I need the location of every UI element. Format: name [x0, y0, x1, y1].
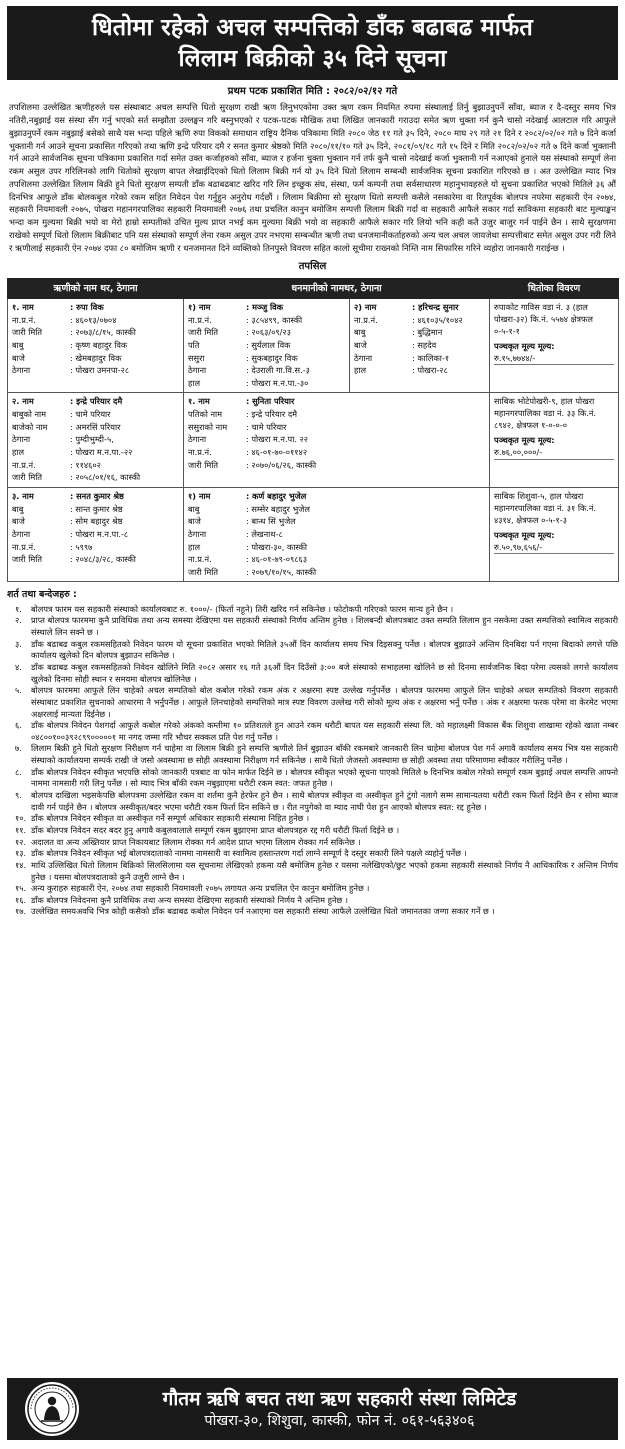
field-label: ठेगाना: [188, 528, 207, 539]
field-label: जारी मिति: [188, 566, 219, 577]
field-value: : अमरसिं परियार: [70, 422, 179, 434]
field-value: : २०४८/३/२८, कास्की: [70, 554, 179, 566]
org-address: पोखरा-३०, शिशुवा, कास्की, फोन नं. ०६१-५६३४०६: [204, 1412, 475, 1429]
term-item: [7, 883, 618, 895]
term-text: उल्लेखित समयअवधि भित्र कोही कसैको डाँक बढाबढ कबोल निवेदन पर्न नआएमा यस सहकारी संस्था आफैले उल्लेखित धितो जमानतका जग्गा सकार गर्ने छ ।: [31, 906, 495, 917]
term-item: [7, 837, 618, 849]
term-number: १२.: [15, 836, 27, 847]
term-item: [7, 743, 618, 766]
term-text: डाँक बोलपत्र निवेदन स्वीकृत भई बोलपत्रदाताको नाममा नामसारी वा स्वामित्व हस्तान्तरण गर्दा लाग्ने सम्पूर्ण दै दस्तुर सकारी लिने पक्षले व्यहोर्नु पर्नेछ ।: [31, 848, 467, 859]
field-label: ठेगाना: [354, 352, 373, 363]
field-label: ना.प्र.नं.: [12, 459, 36, 470]
borrower-cell: [8, 487, 184, 581]
field-value: : कालिका-१: [412, 353, 485, 365]
header-line-1: धितोमा रहेको अचल सम्पत्तिको डाँक बढाबढ मार्फत: [91, 13, 534, 41]
valuation-label: पञ्चकृत मूल्य मूल्य:: [494, 529, 555, 540]
term-text: डाँक बढाबढ कबुल रकमसहितको निवेदन फारम यो सूचना प्रकाशित भएको मितिले ३५औं दिन कार्यालय समय भित्र दिइसक्नु पर्नेछ । बोलपत्र बुझाउने अन्तिम दिनबिदा पर्न गएमा बिदाको लगत्ते पछि कार्यालय खुलेको दिन बोलपत्र बुझाउन सकिनेछ ।: [31, 638, 618, 661]
field-value: : पुम्दीभुम्दी-५,: [70, 434, 179, 446]
field-value: : सनत कुमार श्रेष्ठ: [70, 491, 179, 503]
field-value: : कृष्ण बहादुर विक: [70, 340, 179, 352]
field-value: : पोखरा म.न.पा. २२: [246, 434, 485, 446]
term-number: १७.: [15, 906, 27, 917]
term-number: ८.: [15, 766, 22, 777]
field-label: बाबु: [12, 503, 24, 514]
table-row: [8, 299, 619, 393]
field-label: बाजे: [188, 516, 201, 527]
security-cell: [490, 487, 619, 581]
field-value: : सुकबहादुर विक: [246, 353, 345, 365]
field-label: हाल: [188, 377, 201, 388]
notice-header: [7, 6, 618, 80]
terms-section: [7, 588, 618, 918]
org-name: गौतम ऋषि बचत तथा ऋण सहकारी संस्था लिमिटेड: [162, 1387, 517, 1410]
field-label: बाबुको नाम: [12, 409, 47, 420]
term-item: [7, 848, 618, 860]
field-value: : इन्द्रे परियार दमै: [70, 396, 179, 408]
term-number: ११.: [15, 824, 27, 835]
field-label: ससुरा: [188, 352, 205, 363]
field-label: जारी मिति: [12, 327, 43, 338]
borrower-cell: [8, 393, 184, 487]
term-text: बोलपत्र फारम यस सहकारी संस्थाको कार्यालयबाट रु. १०००/- (फिर्ता नहुने) तिरी खरिद गर्न सकिनेछ । फोटोकपी गरिएको फारम मान्य हुने छैन ।: [31, 603, 454, 614]
terms-list: [7, 604, 618, 918]
field-value: : सान्त कुमार श्रेष्ठ: [70, 504, 179, 516]
field-label: ना.प्र.नं.: [188, 554, 212, 565]
guarantor-cell: [350, 299, 490, 393]
field-value: : चामे परियार: [246, 422, 485, 434]
term-item: [7, 813, 618, 825]
term-number: १३.: [15, 848, 27, 859]
term-item: [7, 720, 618, 743]
field-value: : पोखरा उमनपा-२८: [70, 365, 179, 377]
field-label: ३. नाम: [12, 490, 34, 501]
field-label: हाल: [12, 447, 25, 458]
field-value: : सम्सेर बहादुर भुजेल: [246, 504, 485, 516]
guarantor-cell: [184, 393, 490, 487]
valuation-amount: रु.७६,००,०००/-: [494, 447, 614, 460]
term-item: [7, 615, 618, 638]
field-value: : ४६-०१-७९-०९८६३: [246, 554, 485, 566]
field-value: : हरिचन्द्र सुनार: [412, 302, 485, 314]
term-item: [7, 906, 618, 918]
term-number: ६.: [15, 720, 22, 731]
term-number: ९.: [15, 790, 22, 801]
term-text: लिलाम बिक्री हुने धितो सुरक्षण निरीक्षण गर्न चाहेमा वा लिलाम बिक्री हुने सम्पत्ति ऋणीले तिर्न बुझाउन बाँकी रकमबारे जानकारी लिन चाहेमा बोलपत्र पेश गर्न अगावै कार्यालय समय भित्र यस सहकारी संस्थाको कार्यालयमा सम्पर्क राखी जे जसो अवस्थामा छ सोही अवस्थामा निरीक्षण गर्न सकिनेछ । साथै धितो जेजस्तो अवस्थामा छ सोही अवस्था तथा परिमाणमा स्वीकार गरीलिनु पर्नेछ ।: [31, 743, 618, 766]
security-description: रुपाकोट गाविस वडा नं. ३ (हाल पोखरा-३२) कि.नं. ५५७४ क्षेत्रफल ०-५-१-१: [494, 302, 593, 336]
term-text: डाँक बोलपत्र निवेदन स्वीकृत वा अस्वीकृत गर्ने सम्पूर्ण अधिकार सहकारी संस्थामा निहित हुनेछ ।: [31, 813, 310, 824]
field-label: १) नाम: [188, 490, 211, 501]
term-number: ३.: [15, 638, 22, 649]
table-row: [8, 487, 619, 581]
security-cell: [490, 393, 619, 487]
field-label: १. नाम: [12, 302, 34, 312]
term-item: [7, 604, 618, 616]
field-label: बाजे: [12, 516, 25, 527]
term-text: डाँक बोलपत्र निवेदन स्वीकृत भएपछि सोको जानकारी पत्रबाट वा फोन मार्फत दिईने छ । बोलपत्र स्वीकृत भएको सूचना पाएको मितिले ७ दिनभित्र कबोल गरेको सम्पूर्ण रकम बुझाई अचल सम्पत्ति आफ्नो नाममा नामसारी गरी लिनु पर्नेछ । सो म्याद भित्र बाँकी रकम नबुझाएमा धरौटी रकम स्वत: जफत हुनेछ ।: [31, 766, 618, 789]
term-item: [7, 895, 618, 907]
field-value: : पोखरा म.न.पा.-२२: [70, 447, 179, 459]
field-label: १. नाम: [188, 396, 210, 407]
intro-paragraph: तपशिलमा उल्लेखित ऋणीहरुले यस संस्थाबाट अचल सम्पत्ति धितो सुरक्षण राखी ऋण लिनुभएकोमा उक्त ऋण रकम नियमित रुपमा संस्थालाई तिर्नु बुझाउनुपर्ने साँवा, ब्याज र दै-दस्तुर समय भित्र नतिरी,नबुझाई यस संस्था सँग गर्नु भएको सर्त सम्झौता उल्लङ्घन गरि बस्नुभएको र पटक-पटक मौखिक तथा लिखित जानकारी गराउदा समेत ऋण चुक्ता गर्न कुनै चासो नदेखाई आलटाल गरि आफुले बुझाउनुपर्ने रकम नबुझाई बसेको साथै यस भन्दा पहिले ऋणि रुपा विकको समाधान राष्ट्रिय दैनिक पत्रिकामा मिति २०८० जेठ ११ गते ३५ दिने, २०८० माघ २९ गते २१ दिने र २०८२/०२/०२ गते ७ दिने कर्जा भुक्तानी गर्न आउने सूचना प्रकासित गरिएको तथा ऋणि इन्द्रे परियार दमै र सनत कुमार श्रेष्ठको मिति २०८०/११/१० गते ३५ दिने, २०८१/०९/१८ गते १५ दिने र मिति २०८२/०२/०२ गते ७ दिने कर्जा भुक्तानी गर्न आउने सार्वजनिक सूचना पत्रिकामा प्रकाशित गर्दा समेत उक्त कर्जाहरुको साँवा, ब्याज र हर्जना चुक्ता भुक्तान गर्न तर्फ कुनै चासो नदेखाई कर्जा भुक्तानी गर्न नआएको हुनाले यस संस्थाको सम्पूर्ण लेना रकम असुल उपर गरिलिनको लागि धितोको सुरक्षण बापत लेखाईदिएको धितो लिलाम बिक्री गर्न यो ३५ दिने धितो लिलाम सम्बन्धी सार्वजनिक सूचना प्रकाशित गरिएको छ । अत उल्लेखित म्याद भित्र तपशिलमा उल्लेखित लिलाम बिक्री हुने धितो सुरक्षण सम्पती डाँक बढाबढबाट खरिद गरि लिन इच्छुक संघ, संस्था, फर्म कम्पनी तथा सर्वसाधारण महानुभावहरुले यो सुचना प्रकाशित भएको मितिले ३६ औं दिनभित्र आफुले डाँक बोलकबुल गरेको रकम सहित निवेदन पेश गर्नुहुन अनुरोध गर्दछौं । लिलाम बिक्रीमा सो सुरक्षण धितो सम्पत्ती कसैले नसकारेमा वा रितपूर्वक बोलपत्र नपरेमा सहकारी ऐन २०७४, सहकारी नियमावली २०७५, पोखरा महानगरपालिका सहकारी नियमावली २०७६ तथा प्रचलित कानुन बमोजिम सम्पत्ती लिलाम बिक्री गर्दा वा सहकारी आफैले सकार गर्दा साविकमा सहकारी बाट मुल्याङ्कन भन्दा कम मुल्यमा बिक्री भयो वा मेरो हाम्रो सम्पतीको उचित मुल्य प्राप्त नभई कम मुल्यमा बिक्री भयो वा सहकारी आफैले सकार गरि लियो भनि कही कतै उजुर बाजुर गर्न पाईने छैन । साथै सुरक्षणमा राखेको सम्पूर्ण धितो लिलाम बिक्रीबाट पनि यस संस्थाको सम्पूर्ण लेना रकम असुल उपर नभएमा सम्बन्धीत ऋणी तथा धनजमानीकर्ताहरुको अन्य चल अचल जायजेथा सम्पत्तीबाट समेत असुल उपर गरी लिने र ऋणीलाई सहकारी ऐन २०७४ दफा ८० बमोजिम ऋणी र धनजमानत दिने व्यक्तिको तिनपुस्ते विवरण सहित कालो सूचीमा राख्नको निम्ति नाम सिफारिस गरिने व्यहोरा जानकारी गराईन्छ ।: [9, 102, 616, 253]
term-item: [7, 767, 618, 790]
field-label: ना.प्र.नं.: [188, 314, 212, 325]
field-value: : सुनिता परियार: [246, 396, 485, 408]
field-value: : बान्ध सिं भुजेल: [246, 516, 485, 528]
borrower-cell: [8, 299, 184, 393]
field-label: हाल: [354, 365, 367, 376]
valuation-amount: रु.१५,७७४४/-: [494, 353, 614, 366]
security-cell: [490, 299, 619, 393]
field-label: ठेगाना: [12, 434, 31, 445]
field-label: १) नाम: [188, 302, 211, 312]
term-item: [7, 639, 618, 662]
term-item: [7, 790, 618, 813]
terms-title: शर्त तथा बन्देजहरु :: [7, 589, 77, 601]
field-value: : चामे परियार: [70, 409, 179, 421]
field-value: : २०७०/०६/२६, कास्की: [246, 460, 485, 472]
field-value: : रुपा विक: [70, 302, 179, 314]
term-number: १६.: [15, 894, 27, 905]
term-number: ७.: [15, 743, 22, 754]
field-label: बाबु: [12, 339, 24, 350]
field-label: हाल: [188, 541, 201, 552]
term-number: १०.: [15, 813, 27, 824]
term-item: [7, 685, 618, 720]
field-label: ठेगाना: [188, 434, 207, 445]
sage-seal-icon: [23, 1380, 81, 1438]
field-value: : खेमबहादुर विक: [70, 353, 179, 365]
field-label: बाजेको नाम: [12, 421, 48, 432]
field-label: ना.प्र.नं.: [188, 447, 212, 458]
term-text: प्राप्त बोलपत्र फारममा कुनै प्राविधिक तथा अन्य समस्या देखिएमा यस सहकारी संस्थाको निर्णय अन्तिम हुनेछ । शिलबन्दी बोलपत्रबाट उक्त सम्पति लिलाम हुन नसकेमा उक्त सम्पत्तिको स्वामित्व सहकारी संस्थाले लिन सक्ने छ ।: [31, 615, 618, 638]
field-value: : ३८५४९९, कास्की: [246, 315, 345, 327]
field-value: : बुद्धिमान: [412, 327, 485, 339]
table-row: [8, 393, 619, 487]
field-label: बाबु: [354, 327, 366, 338]
field-label: ठेगाना: [188, 365, 207, 376]
term-text: डाँक बोलपत्र निवेदन सदर बदर हुनु अगावै कबुलवालाले सम्पूर्ण रकम बुझाएमा प्राप्त बोलपत्रहरु रद्द गरी धरौटी फिर्ता दिईने छ ।: [31, 824, 400, 835]
field-label: ठेगाना: [12, 528, 31, 539]
field-label: जारी मिति: [12, 554, 43, 565]
details-title: तपसिल: [298, 261, 327, 273]
field-label: ठेगाना: [12, 365, 31, 376]
field-value: : ४६१०३५/१०४२: [412, 315, 485, 327]
header-line-2: लिलाम बिक्रीको ३५ दिने सूचना: [178, 43, 447, 72]
field-value: : ११४६०२: [70, 460, 179, 472]
term-number: १४.: [15, 859, 27, 870]
term-item: [7, 860, 618, 883]
field-value: : पोखरा म.न.पा.-३०: [246, 378, 345, 390]
term-text: डाँक बोलपत्र निवेदन पेशगर्दा आफुले कबोल गरेको अंकको कम्तीमा १० प्रतिशतले हुन आउने रकम धरौटी बापत यस सहकारी संस्था लि. को महालक्ष्मी विकास बैंक शिशुवा शाखामा रहेको खाता नम्बर ०४८००१००३९२८९९०००००१ मा नगद जम्मा गरि भौचर सक्कल प्रति पेश गर्नु पर्नेछ ।: [31, 720, 618, 742]
field-value: : ५९९७: [70, 542, 179, 554]
field-label: २) नाम: [354, 302, 377, 312]
term-text: बोलपत्र दाखिला भइसकेपछि बोलपत्रमा उल्लेखित रकम वा शर्तमा कुनै हेरफेर हुने छैन । साथै बोलपत्र स्वीकृत वा अस्वीकृत हुने टुंगो नलागे सम्म सामान्यतया धरौटी रकम फिर्ता दिईने छैन र सोमा ब्याज दावी गर्न पाईने छैन । बोलपत्र अस्वीकृत/बदर भएमा धरौटी रकम फिर्ता दिन सकिने छ । रीत नपुगेको वा म्याद नाघी पेश हुन आएको बोलपत्र स्वत: रद्द हुनेछ ।: [31, 790, 618, 812]
col-borrower-header: ऋणीको नाम थर, ठेगाना: [8, 278, 184, 298]
field-value: : लेखनाथ-८: [246, 529, 485, 541]
term-number: ५.: [15, 685, 22, 696]
field-value: : इन्द्रे परियार दमै: [246, 409, 485, 421]
published-date: प्रथम पटक प्रकाशित मिति : २०८२/०२/१२ गते: [227, 86, 398, 98]
term-text: अदालत वा अन्य अख्तियार प्राप्त निकायबाट लिलाम रोक्का गर्न आदेश प्राप्त भएमा लिलाम रोक्का गर्न सकिनेछ ।: [31, 836, 361, 847]
details-table: [7, 278, 619, 583]
field-value: : पोखरा-३०, कास्की: [246, 542, 485, 554]
guarantor-cell: [184, 299, 350, 393]
term-item: [7, 825, 618, 837]
term-number: ४.: [15, 662, 22, 672]
footer-band: [7, 1378, 618, 1440]
field-label: बाबु: [188, 503, 200, 514]
field-label: जारी मिति: [188, 327, 219, 338]
field-label: जारी मिति: [12, 472, 43, 483]
field-value: : सहदेव: [412, 340, 485, 352]
field-value: : २०५८/०१/१६, कास्की: [70, 472, 179, 484]
col-security-header: धितोका विवरण: [490, 278, 619, 298]
field-label: ना.प्र.नं.: [354, 314, 378, 325]
field-value: : पोखरा-२८: [412, 365, 485, 377]
term-text: अन्य कुराहरु सहकारी ऐन, २०७४ तथा सहकारी नियमावली २०७५ लगायत अन्य प्रचलित ऐन कानुन बमोजिम हुनेछ ।: [31, 883, 370, 894]
field-value: : पोखरा म.न.पा.-८: [70, 529, 179, 541]
term-text: बोलपत्र फारममा आफुले लिन चाहेको अचल सम्पतिको बोल कबोल गरेको रकम अंक र अक्षरमा स्पष्ट उल्लेख गर्नुपर्नेछ । बोलपत्र फारममा आफुले लिन चाहेको अचल सम्पतिको विवरण सहकारी संस्थाबाट प्रकाशित सुचनाको आधारमा नै भर्नुपर्नेछ । आफुले लिनचाहेको सम्पत्तिको मात्र स्पष्ट विवरण उल्लेख गरी सोको मूल्य अंक र अक्षरमा भर्नु पर्नेछ । अंक र अक्षरमा फरक परेमा वा केरमेट भएमा अक्षरलाई मान्यता दिईनेछ ।: [31, 685, 618, 719]
field-value: : २०७९/१०/१५, कास्की: [246, 567, 485, 579]
term-text: माथि उल्लिखित धितो लिलाम बिक्रिको सिलसिलामा यस सूचनामा लेखिएको हकमा यसै बमोजिम हुनेछ र यसमा नलेखिएको/छुट भएको हकमा सहकारी संस्थाको निर्णय नै आधिकारिक र अन्तिम निर्णय हुनेछ । यसमा बोलपत्रदाताको कुनै उजुरी लाग्ने छैन ।: [31, 859, 618, 882]
guarantor-cell: [184, 487, 490, 581]
field-value: : सोम बहादुर श्रेष्ठ: [70, 516, 179, 528]
field-value: : देउराली गा.वि.स.-३: [246, 365, 345, 377]
security-description: साबिक शिशुवा-५, हाल पोखरा महानगरपालिका वडा नं. ३१ कि.नं. ४३१४, क्षेत्रफल ०-५-१-३: [494, 490, 597, 525]
field-label: पति: [188, 339, 200, 350]
field-value: : ४६०१३/०७०४: [70, 315, 179, 327]
valuation-label: पञ्चकृत मूल्य मूल्य:: [494, 435, 555, 446]
field-value: : सुर्यलाल विक: [246, 340, 345, 352]
term-text: डाँक बोलपत्र निवेदनमा कुनै प्राविधिक तथा अन्य समस्या देखिएमा सहकारी संस्थाको निर्णय नै अन्तिम हुनेछ ।: [31, 894, 348, 905]
field-label: बाजे: [12, 352, 25, 363]
valuation-label: पञ्चकृत मूल्य मूल्य:: [494, 340, 555, 351]
field-label: जारी मिति: [188, 459, 219, 470]
security-description: साबिक भोटेपोखरी-९, हाल पोखरा महानगरपालिका वडा नं. ३३ कि.नं. ८९४२, क्षेत्रफल १-०-०-०: [494, 396, 597, 431]
term-number: १.: [15, 603, 22, 614]
term-number: २.: [15, 615, 22, 626]
term-item: [7, 662, 618, 685]
field-label: बाजे: [354, 339, 367, 350]
field-value: : २०६३/०९/२३: [246, 327, 345, 339]
col-guarantor-header: धनमानीको नामथर, ठेगाना: [184, 278, 490, 298]
field-value: : २०७३/८/१५, कास्की: [70, 327, 179, 339]
field-value: : ४६-०१-७०-०११४२: [246, 447, 485, 459]
field-label: ना.प्र.नं.: [12, 541, 36, 552]
term-text: डाँक बढाबढ कबुल रकमसहितको निवेदन खोलिने मिति २०८२ असार १६ गते ३६औं दिन दिउँसो ३:०० बजे संस्थाको सभाहलमा खोलिने छ सो दिनमा सार्वजनिक बिदा परेमा त्यसको लगत्ते कार्यालय खुलेको दिनमा सोही स्थान र समयमा बोलपत्र खोलिनेछ ।: [31, 662, 618, 684]
field-label: पतिको नाम: [188, 409, 223, 420]
field-label: ना.प्र.नं.: [12, 314, 36, 325]
valuation-amount: रु.५०,९७,६५६/-: [494, 542, 614, 555]
field-label: २. नाम: [12, 396, 34, 407]
term-number: १५.: [15, 883, 27, 894]
field-value: : कर्ण बहादुर भुजेल: [246, 491, 485, 503]
field-label: ससुराको नाम: [188, 421, 228, 432]
field-value: : मञ्जु विक: [246, 302, 345, 314]
